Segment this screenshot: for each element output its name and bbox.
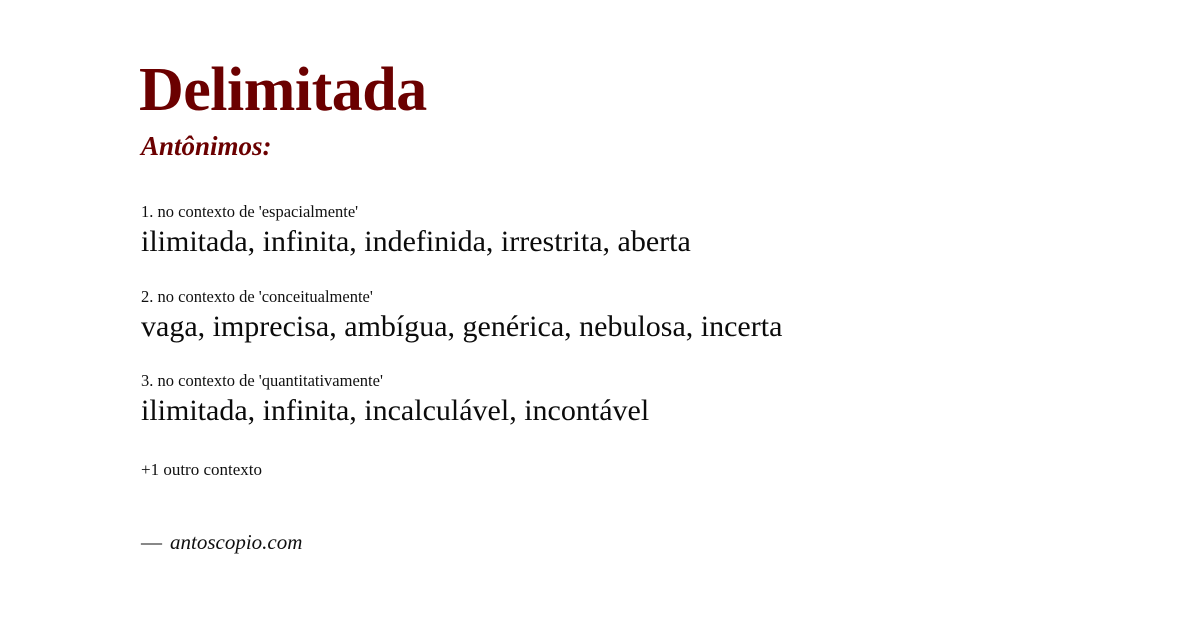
- list-item: [139, 371, 1120, 430]
- em-dash-icon: —: [141, 529, 162, 554]
- sense-synonyms: ilimitada, infinita, incalculável, incontável: [141, 394, 650, 428]
- page-title: Delimitada: [139, 56, 427, 124]
- source-name: antoscopio.com: [170, 529, 303, 554]
- list-item: [139, 287, 1120, 346]
- sense-context-label: 1. no contexto de 'espacialmente': [141, 202, 359, 222]
- more-contexts-note: +1 outro contexto: [141, 459, 263, 479]
- list-item: [139, 202, 1120, 261]
- sense-synonyms: vaga, imprecisa, ambígua, genérica, nebulosa, incerta: [141, 309, 783, 343]
- entry-subtitle: Antônimos:: [141, 131, 272, 162]
- sense-context-label: 3. no contexto de 'quantitativamente': [141, 371, 383, 391]
- sense-list: [139, 202, 1120, 430]
- source-attribution: [141, 530, 1120, 555]
- sense-context-label: 2. no contexto de 'conceitualmente': [141, 286, 373, 306]
- sense-synonyms: ilimitada, infinita, indefinida, irrestrita, aberta: [141, 225, 691, 259]
